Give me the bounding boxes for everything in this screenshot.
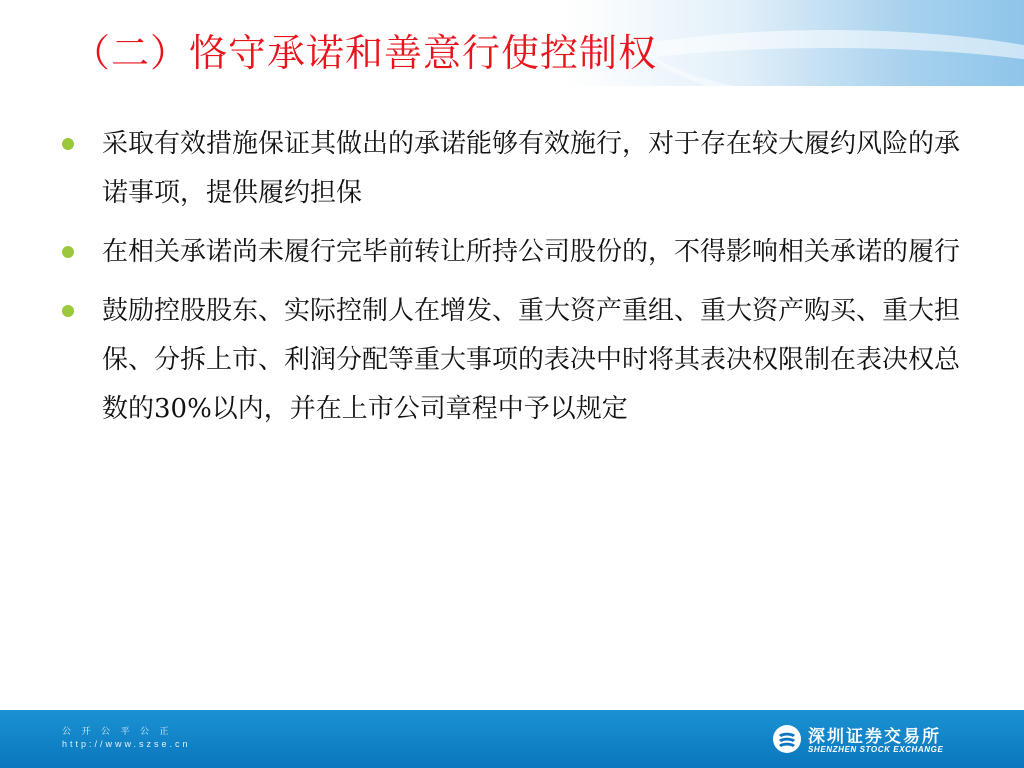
bullet-text: 在相关承诺尚未履行完毕前转让所持公司股份的，不得影响相关承诺的履行 bbox=[102, 237, 961, 267]
logo-english-name: SHENZHEN STOCK EXCHANGE bbox=[808, 745, 944, 754]
bullet-item bbox=[62, 228, 962, 277]
szse-logo-icon bbox=[772, 724, 802, 754]
bullet-text: 鼓励控股股东、实际控制人在增发、重大资产重组、重大资产购买、重大担保、分拆上市、利润分配等重大事项的表决中时将其表决权限制在表决权总数的30%以内，并在上市公司章程中予以规定 bbox=[102, 296, 961, 424]
szse-logo bbox=[772, 722, 952, 758]
slide-title: （二）恪守承诺和善意行使控制权 bbox=[72, 31, 658, 75]
bullet-dot-icon bbox=[62, 305, 74, 317]
bullet-item bbox=[62, 287, 962, 434]
bullet-list bbox=[62, 120, 962, 444]
bullet-dot-icon bbox=[62, 138, 74, 150]
logo-chinese-name: 深圳证券交易所 bbox=[808, 727, 941, 747]
footer-url: http://www.szse.cn bbox=[62, 739, 191, 749]
bullet-dot-icon bbox=[62, 246, 74, 258]
footer-slogan: 公 开 公 平 公 正 bbox=[62, 726, 173, 736]
bullet-text: 采取有效措施保证其做出的承诺能够有效施行，对于存在较大履约风险的承诺事项，提供履约担保 bbox=[102, 129, 961, 208]
footer-bar bbox=[0, 710, 1024, 768]
header-swoosh-decoration bbox=[640, 0, 1024, 86]
bullet-item bbox=[62, 120, 962, 218]
